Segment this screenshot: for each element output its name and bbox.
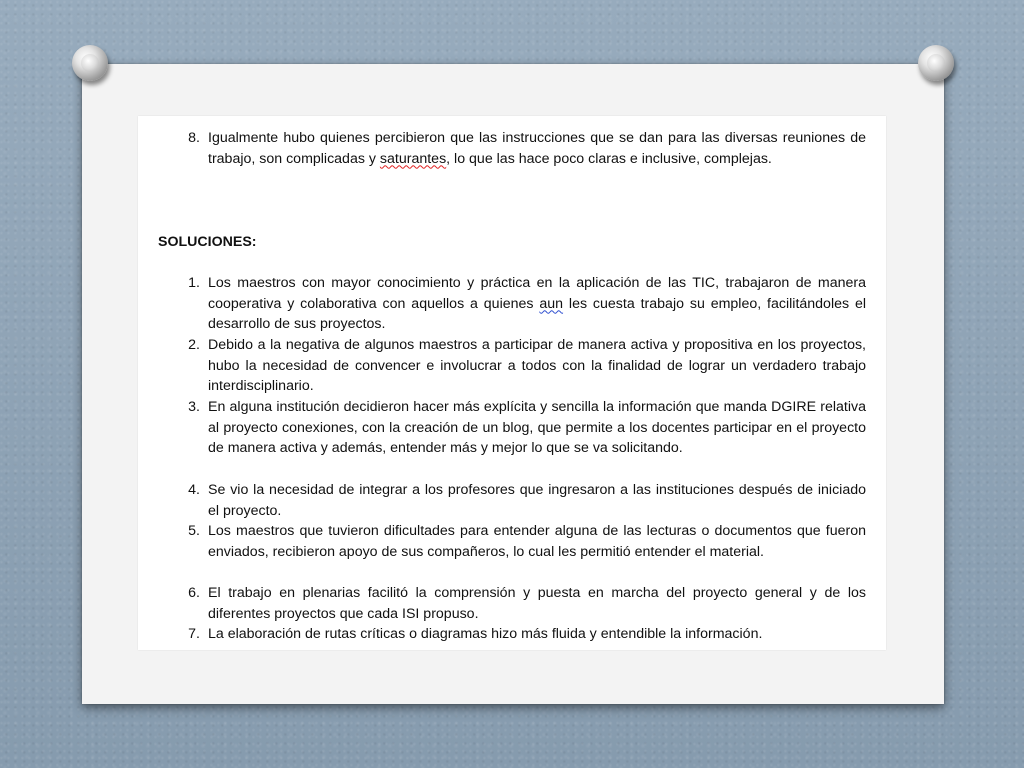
list-item-number: 8.: [188, 130, 200, 146]
list-item-number: 2.: [188, 337, 200, 353]
misspelled-word: saturantes: [379, 150, 447, 167]
list-item-number: 4.: [188, 482, 200, 498]
list-item: Se vio la necesidad de integrar a los profesores que ingresaron a las instituciones después de iniciado el proyecto.: [208, 482, 866, 519]
list-item: El trabajo en plenarias facilitó la comprensión y puesta en marcha del proyecto general y de los diferentes proyectos que cada ISI propuso.: [208, 585, 866, 622]
list-item-number: 7.: [188, 626, 200, 642]
list-item-number: 5.: [188, 523, 200, 539]
list-item: En alguna institución decidieron hacer más explícita y sencilla la información que manda DGIRE relativa al proyecto conexiones, con la creación de un blog, que permite a los docentes participar en el proyecto de manera activa y además, entender más y mejor lo que se va solicitando.: [208, 399, 866, 457]
list-item: Los maestros que tuvieron dificultades para entender alguna de las lecturas o documentos que fueron enviados, recibieron apoyo de sus compañeros, lo cual les permitió entender el material.: [208, 523, 866, 560]
list-item: La elaboración de rutas críticas o diagramas hizo más fluida y entendible la información.: [208, 626, 763, 642]
list-item-text: les cuesta trabajo su empleo, facilitándoles el desarrollo de sus proyectos.: [208, 295, 866, 333]
list-item: [208, 128, 866, 169]
list-item-text: Los maestros con mayor conocimiento y práctica en la aplicación de las TIC, trabajaron de manera cooperativa y colaborativa con aquellos a quienes: [208, 275, 866, 312]
document-page: [138, 116, 886, 650]
list-item-text: Igualmente hubo quienes percibieron que las instrucciones que se dan para las diversas reuniones de trabajo, son complicadas y: [208, 130, 866, 167]
list-item: [208, 273, 866, 335]
pushpin-icon: [918, 45, 954, 81]
section-heading: SOLUCIONES:: [158, 234, 257, 250]
list-item-number: 6.: [188, 585, 200, 601]
pushpin-icon: [72, 45, 108, 81]
list-item-number: 3.: [188, 399, 200, 415]
list-item-number: 1.: [188, 275, 200, 291]
list-item: Debido a la negativa de algunos maestros a participar de manera activa y propositiva en los proyectos, hubo la necesidad de convencer e involucrar a todos con la finalidad de lograr un verdadero trabajo interdisciplinario.: [208, 337, 866, 395]
flagged-word: aun: [539, 295, 564, 312]
list-item-text: , lo que las hace poco claras e inclusive, complejas.: [446, 150, 772, 167]
